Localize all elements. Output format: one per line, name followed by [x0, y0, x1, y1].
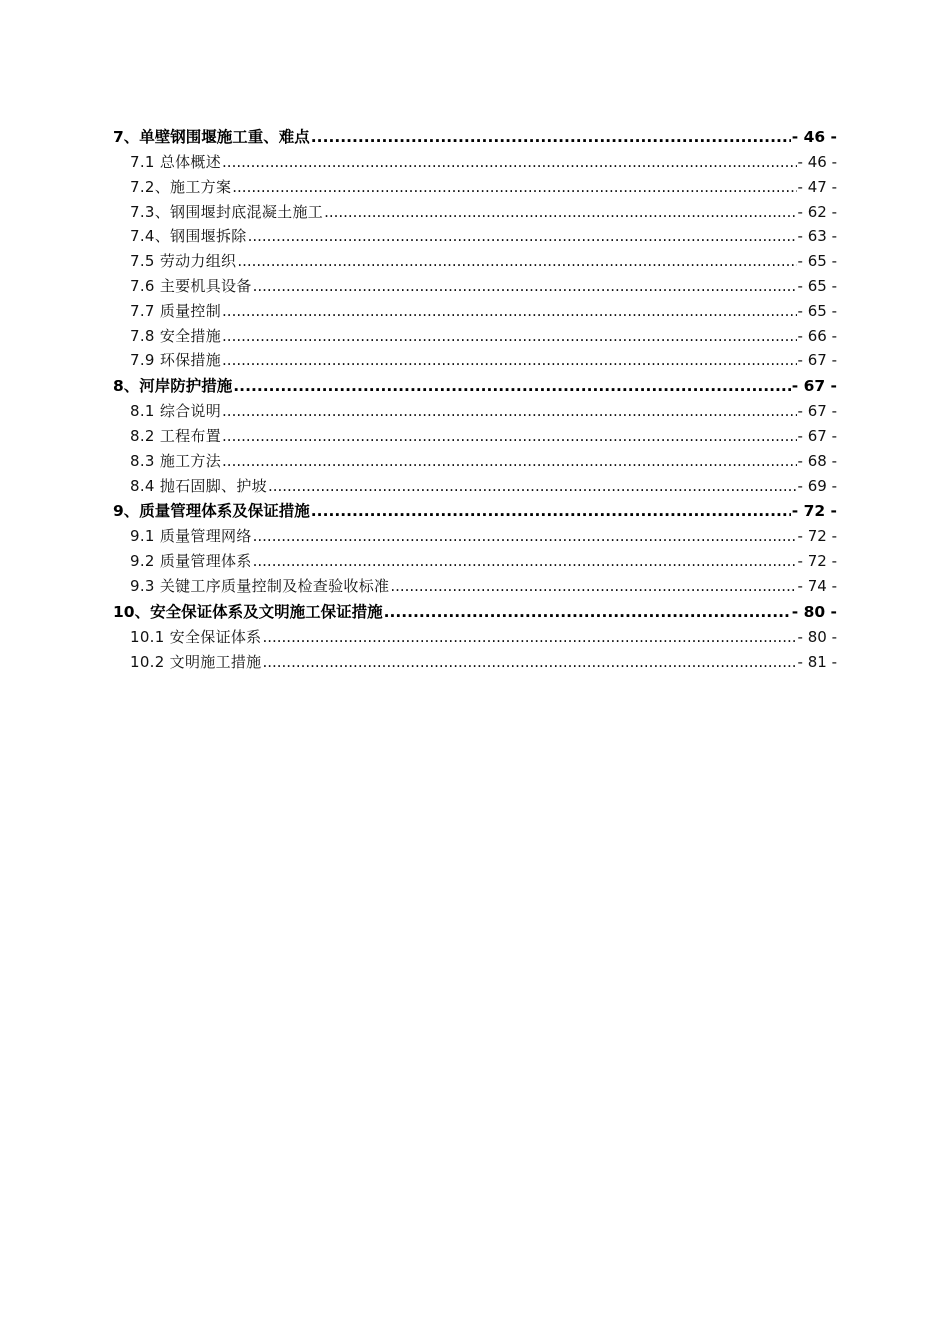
toc-page-number: - 65 -: [797, 276, 837, 295]
toc-heading-title: 9、质量管理体系及保证措施: [113, 502, 310, 521]
toc-section-9: [113, 498, 837, 598]
dot-leader: [233, 373, 790, 399]
toc-item-title: 8.3 施工方法: [130, 451, 222, 470]
toc-item-title: 7.2、施工方案: [130, 177, 232, 196]
toc-page-number: - 72 -: [797, 527, 837, 546]
toc-page-number: - 46 -: [791, 128, 837, 146]
toc-item[interactable]: [113, 224, 837, 249]
toc-heading-title: 8、河岸防护措施: [113, 377, 233, 396]
toc-section-10: [113, 599, 837, 675]
dot-leader: [262, 625, 796, 650]
toc-item-title: 8.2 工程布置: [130, 426, 222, 445]
toc-item[interactable]: [113, 524, 837, 549]
toc-item-title: 10.1 安全保证体系: [130, 627, 262, 646]
toc-item-title: 7.7 质量控制: [130, 301, 222, 320]
toc-page-number: - 68 -: [797, 451, 837, 470]
dot-leader: [268, 474, 797, 499]
dot-leader: [262, 650, 796, 675]
dot-leader: [222, 324, 797, 349]
dot-leader: [222, 399, 797, 424]
toc-page-number: - 63 -: [797, 227, 837, 246]
dot-leader: [222, 299, 797, 324]
toc-item[interactable]: [113, 449, 837, 474]
toc-page-number: - 47 -: [797, 177, 837, 196]
toc-heading[interactable]: [113, 498, 837, 524]
toc-heading-title: 7、单壁钢围堰施工重、难点: [113, 128, 310, 146]
dot-leader: [253, 274, 797, 299]
dot-leader: [232, 175, 796, 200]
toc-heading-title: 10、安全保证体系及文明施工保证措施: [113, 602, 383, 621]
toc-item-title: 7.3、钢围堰封底混凝土施工: [130, 202, 324, 221]
toc-heading[interactable]: [113, 373, 837, 399]
toc-item-title: 7.1 总体概述: [130, 153, 222, 171]
dot-leader: [248, 224, 797, 249]
dot-leader: [253, 549, 797, 574]
toc-page-number: - 69 -: [797, 476, 837, 495]
toc-page-number: - 74 -: [797, 576, 837, 595]
toc-item[interactable]: [113, 625, 837, 650]
toc-item-title: 8.1 综合说明: [130, 402, 222, 421]
toc-item[interactable]: [113, 424, 837, 449]
toc-item[interactable]: [113, 399, 837, 424]
toc-item-title: 7.8 安全措施: [130, 326, 222, 345]
toc-item[interactable]: [113, 274, 837, 299]
dot-leader: [311, 124, 791, 150]
toc-page-number: - 80 -: [797, 627, 837, 646]
toc-page-number: - 81 -: [797, 652, 837, 671]
toc-item[interactable]: [113, 249, 837, 274]
toc-page-number: - 72 -: [791, 502, 837, 521]
toc-page-number: - 62 -: [797, 202, 837, 221]
dot-leader: [390, 574, 796, 599]
toc-page-number: - 80 -: [791, 602, 837, 621]
toc-page-number: - 66 -: [797, 326, 837, 345]
toc-item[interactable]: [113, 299, 837, 324]
toc-item[interactable]: [113, 324, 837, 349]
toc-page-number: - 67 -: [791, 377, 837, 396]
toc-item-title: 8.4 抛石固脚、护坡: [130, 476, 267, 495]
dot-leader: [324, 200, 796, 225]
dot-leader: [222, 424, 797, 449]
toc-item[interactable]: [113, 574, 837, 599]
dot-leader: [237, 249, 796, 274]
toc-page-number: - 65 -: [797, 301, 837, 320]
toc-item-title: 7.9 环保措施: [130, 351, 222, 370]
toc-page-number: - 67 -: [797, 426, 837, 445]
toc-item[interactable]: [113, 348, 837, 373]
toc-item-title: 9.1 质量管理网络: [130, 527, 252, 546]
dot-leader: [384, 599, 791, 625]
toc-item[interactable]: [113, 650, 837, 675]
toc-item[interactable]: [113, 549, 837, 574]
toc-item-title: 7.6 主要机具设备: [130, 276, 252, 295]
toc-page-number: - 72 -: [797, 552, 837, 571]
dot-leader: [311, 498, 791, 524]
toc-item[interactable]: [113, 200, 837, 225]
toc-item-title: 7.5 劳动力组织: [130, 252, 237, 271]
table-of-contents: [113, 124, 837, 674]
dot-leader: [222, 150, 797, 175]
toc-heading[interactable]: [113, 124, 837, 150]
toc-page-number: - 46 -: [797, 153, 837, 171]
toc-page-number: - 65 -: [797, 252, 837, 271]
toc-item[interactable]: [113, 150, 837, 175]
toc-item[interactable]: [113, 474, 837, 499]
toc-page-number: - 67 -: [797, 351, 837, 370]
dot-leader: [253, 524, 797, 549]
toc-section-7: [113, 124, 837, 373]
toc-heading[interactable]: [113, 599, 837, 625]
toc-item-title: 7.4、钢围堰拆除: [130, 227, 247, 246]
toc-page-number: - 67 -: [797, 402, 837, 421]
toc-item-title: 9.3 关键工序质量控制及检查验收标准: [130, 576, 390, 595]
toc-item-title: 10.2 文明施工措施: [130, 652, 262, 671]
toc-item-title: 9.2 质量管理体系: [130, 552, 252, 571]
dot-leader: [222, 449, 797, 474]
dot-leader: [222, 348, 797, 373]
toc-item[interactable]: [113, 175, 837, 200]
toc-section-8: [113, 373, 837, 498]
